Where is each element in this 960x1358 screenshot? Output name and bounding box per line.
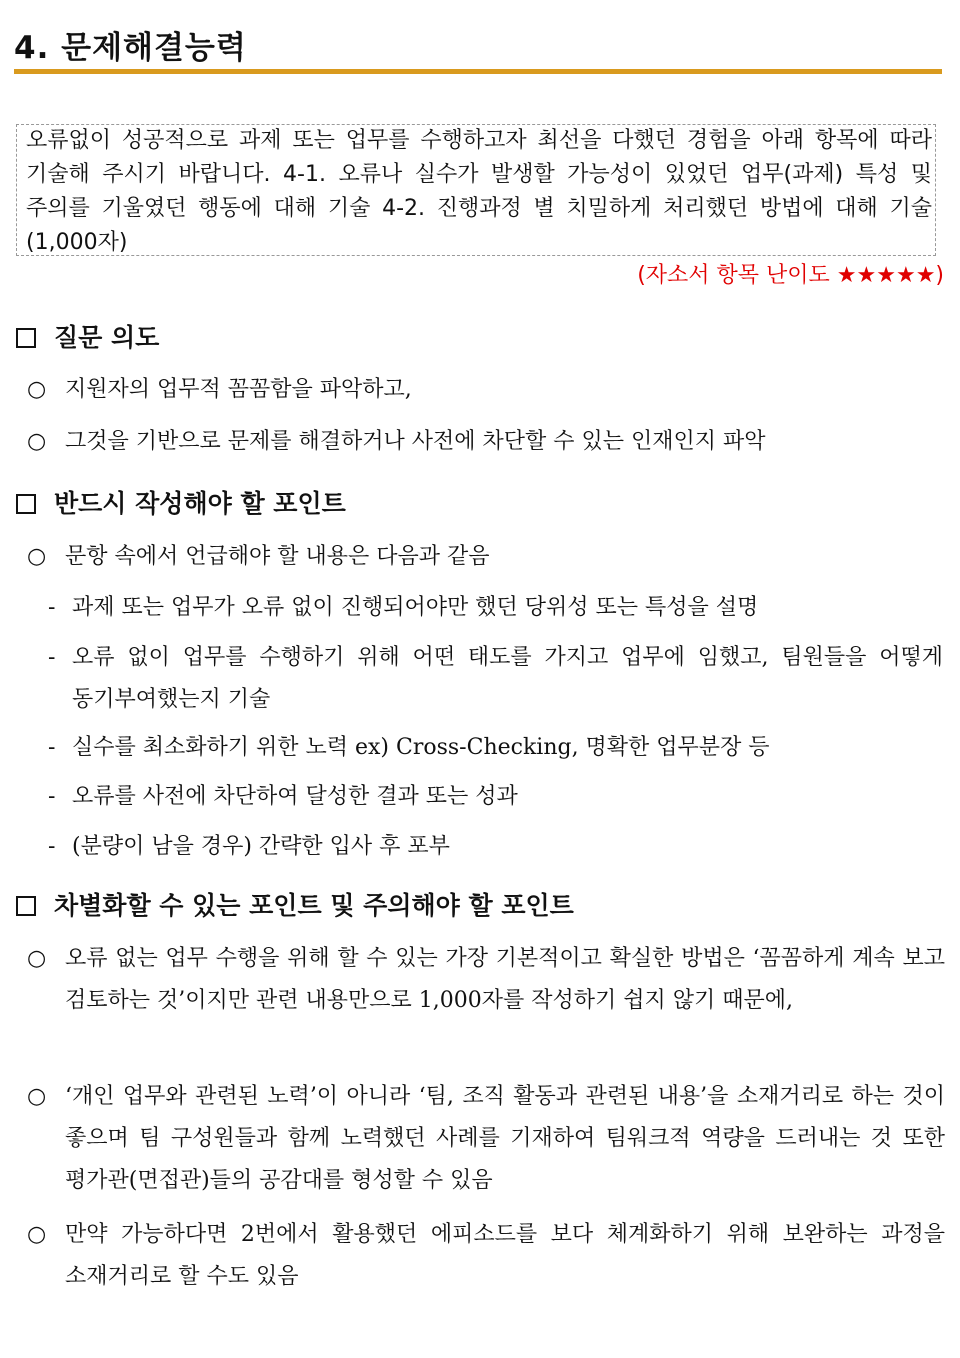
circle-bullet-icon: ○ (27, 429, 47, 454)
list-item (27, 369, 927, 411)
dash-bullet: - (48, 595, 56, 620)
sub-list-item (48, 587, 943, 629)
sub-list-item-text: 실수를 최소화하기 위한 노력 ex) Cross-Checking, 명확한 업무분장 등 (72, 735, 770, 760)
sub-list-item (48, 776, 943, 818)
page-title: 4. 문제해결능력 (14, 30, 247, 66)
list-item-text: ‘개인 업무와 관련된 노력’이 아니라 ‘팀, 조직 활동과 관련된 내용’을 소재거리로 하는 것이 좋으며 팀 구성원들과 함께 노력했던 사례를 기재하여 팀워크적 역량을 드러내는 것 또한 평가관(면접관)들의 공감대를 형성할 수 있음 (65, 1084, 945, 1193)
list-item-text: 문항 속에서 언급해야 할 내용은 다음과 같음 (65, 544, 490, 569)
section-heading-intent (16, 318, 159, 354)
dash-bullet: - (48, 735, 56, 760)
circle-bullet-icon: ○ (27, 377, 47, 402)
sub-list-item-text: 오류 없이 업무를 수행하기 위해 어떤 태도를 가지고 업무에 임했고, 팀원들을 어떻게 동기부여했는지 기술 (72, 645, 943, 712)
list-item-text: 그것을 기반으로 문제를 해결하거나 사전에 차단할 수 있는 인재인지 파악 (65, 429, 766, 454)
list-item-text: 지원자의 업무적 꼼꼼함을 파악하고, (65, 377, 412, 402)
checkbox-square-icon (16, 896, 36, 916)
sub-list-item (48, 826, 943, 868)
section-heading-differentiation (16, 886, 574, 922)
circle-bullet-icon: ○ (27, 1084, 47, 1109)
list-item (27, 938, 945, 1022)
sub-list-item-text: 오류를 사전에 차단하여 달성한 결과 또는 성과 (72, 784, 518, 809)
list-item (27, 1214, 945, 1298)
section-heading-must-include (16, 484, 346, 520)
list-item (27, 536, 927, 578)
checkbox-square-icon (16, 494, 36, 514)
list-item-text: 오류 없는 업무 수행을 위해 할 수 있는 가장 기본적이고 확실한 방법은 ‘꼼꼼하게 계속 보고 검토하는 것’이지만 관련 내용만으로 1,000자를 작성하기 쉽지 않기 때문에, (65, 946, 945, 1013)
dash-bullet: - (48, 784, 56, 809)
section-heading-text: 반드시 작성해야 할 포인트 (54, 489, 346, 518)
circle-bullet-icon: ○ (27, 1222, 47, 1247)
dash-bullet: - (48, 645, 56, 670)
difficulty-rating: (자소서 항목 난이도 ★★★★★) (637, 263, 944, 288)
list-item (27, 1076, 945, 1202)
checkbox-square-icon (16, 328, 36, 348)
sub-list-item (48, 727, 943, 769)
question-text: 오류없이 성공적으로 과제 또는 업무를 수행하고자 최선을 다했던 경험을 아래 항목에 따라 기술해 주시기 바랍니다. 4-1. 오류나 실수가 발생할 가능성이 있었던 업무(과제) 특성 및 주의를 기울였던 행동에 대해 기술 4-2. 진행과정 별 치밀하게 처리했던 방법에 대해 기술 (1,000자) (26, 128, 932, 255)
list-item-text: 만약 가능하다면 2번에서 활용했던 에피소드를 보다 체계화하기 위해 보완하는 과정을 소재거리로 할 수도 있음 (65, 1222, 945, 1289)
list-item (27, 421, 927, 463)
section-heading-text: 차별화할 수 있는 포인트 및 주의해야 할 포인트 (54, 891, 574, 920)
sub-list-item-text: 과제 또는 업무가 오류 없이 진행되어야만 했던 당위성 또는 특성을 설명 (72, 595, 759, 620)
circle-bullet-icon: ○ (27, 544, 47, 569)
dash-bullet: - (48, 834, 56, 859)
circle-bullet-icon: ○ (27, 946, 47, 971)
sub-list-item (48, 637, 943, 721)
title-underline (14, 69, 942, 74)
sub-list-item-text: (분량이 남을 경우) 간략한 입사 후 포부 (72, 834, 450, 859)
section-heading-text: 질문 의도 (54, 323, 160, 352)
